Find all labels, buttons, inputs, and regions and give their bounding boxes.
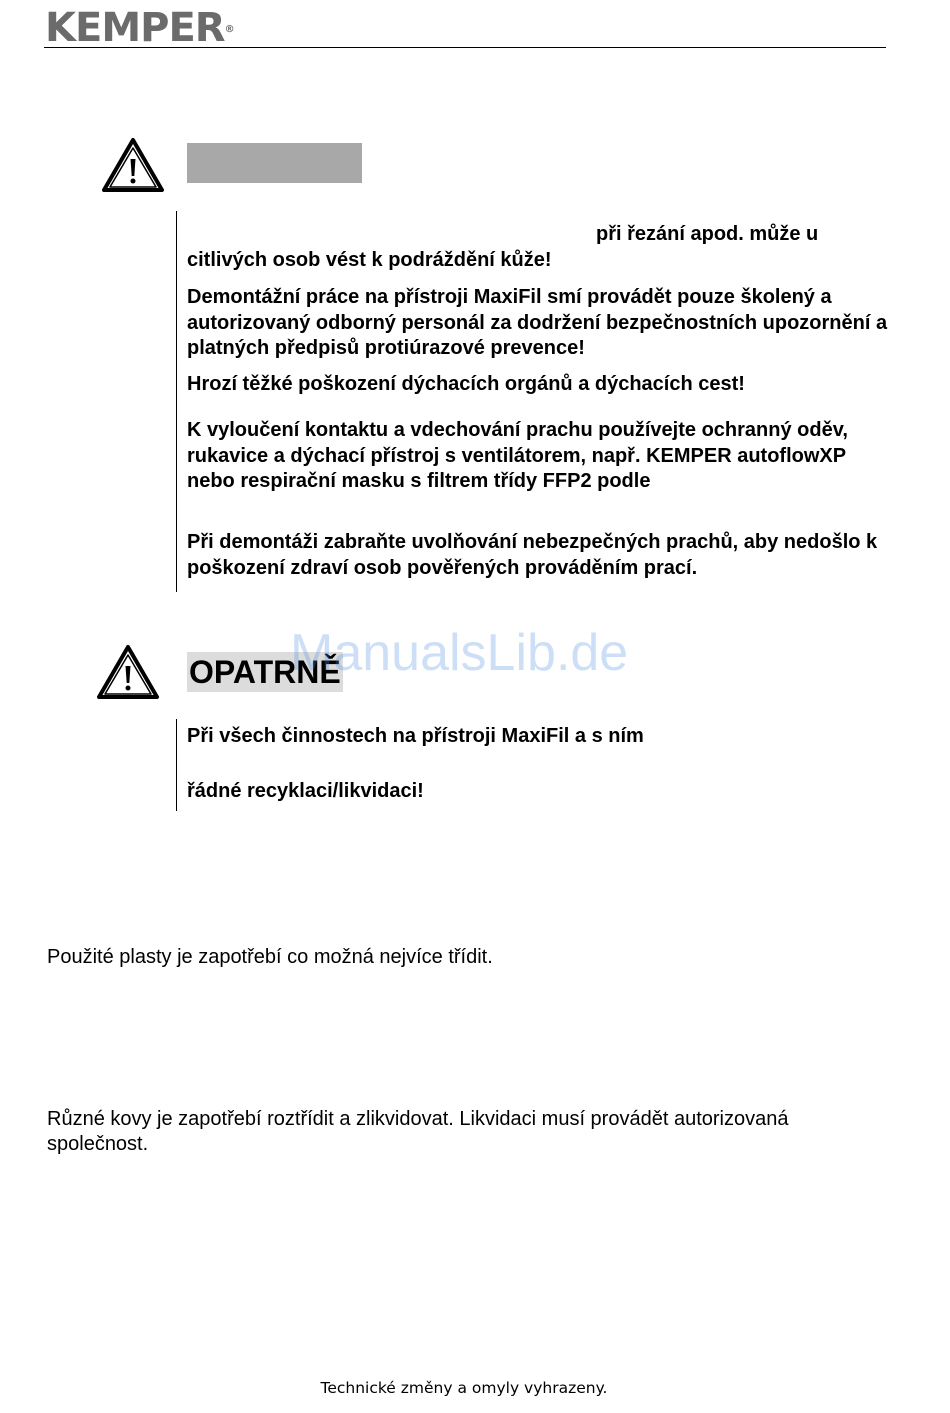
header-divider bbox=[44, 47, 886, 48]
caution-label: OPATRNĚ bbox=[189, 654, 341, 690]
warning-paragraph-respiratory: Hrozí těžké poškození dýchacích orgánů a dýchacích cest! bbox=[187, 373, 745, 395]
logo-registered-mark: ® bbox=[224, 24, 235, 35]
warning-paragraph-personnel: Demontážní práce na přístroji MaxiFil smí provádět pouze školený a autorizovaný odborný personál za dodržení bezpečnostních upozornění a platných předpisů protiúrazové prevence! bbox=[187, 286, 888, 359]
warning-side-rule bbox=[176, 211, 177, 592]
plastics-paragraph: Použité plasty je zapotřebí co možná nejvíce třídit. bbox=[47, 946, 493, 968]
warning-paragraph-dust: Při demontáži zabraňte uvolňování nebezpečných prachů, aby nedošlo k poškození zdraví osob pověřených prováděním prací. bbox=[187, 531, 878, 579]
footer-note: Technické změny a omyly vyhrazeny. bbox=[320, 1379, 608, 1397]
logo-text: KEMPER bbox=[45, 5, 225, 51]
warning-label-bar bbox=[187, 143, 362, 183]
caution-side-rule bbox=[176, 719, 177, 811]
caution-paragraph-recycling: řádné recyklaci/likvidaci! bbox=[187, 780, 424, 802]
caution-paragraph-activities: Při všech činnostech na přístroji MaxiFil a s ním bbox=[187, 725, 644, 747]
metals-paragraph: Různé kovy je zapotřebí roztřídit a zlikvidovat. Likvidaci musí provádět autorizovaná společnost. bbox=[47, 1108, 789, 1155]
kemper-logo bbox=[45, 5, 235, 51]
warning-paragraph-skin: při řezání apod. může u citlivých osob vést k podráždění kůže! bbox=[187, 223, 819, 271]
caution-triangle-icon bbox=[96, 644, 160, 700]
warning-paragraph-protection: K vyloučení kontaktu a vdechování prachu používejte ochranný oděv, rukavice a dýchací přístroj s ventilátorem, např. KEMPER autoflowXP nebo respirační masku s filtrem třídy FFP2 podle bbox=[187, 419, 848, 492]
watermark: ManualsLib.de bbox=[290, 624, 629, 682]
warning-triangle-icon bbox=[101, 137, 165, 193]
